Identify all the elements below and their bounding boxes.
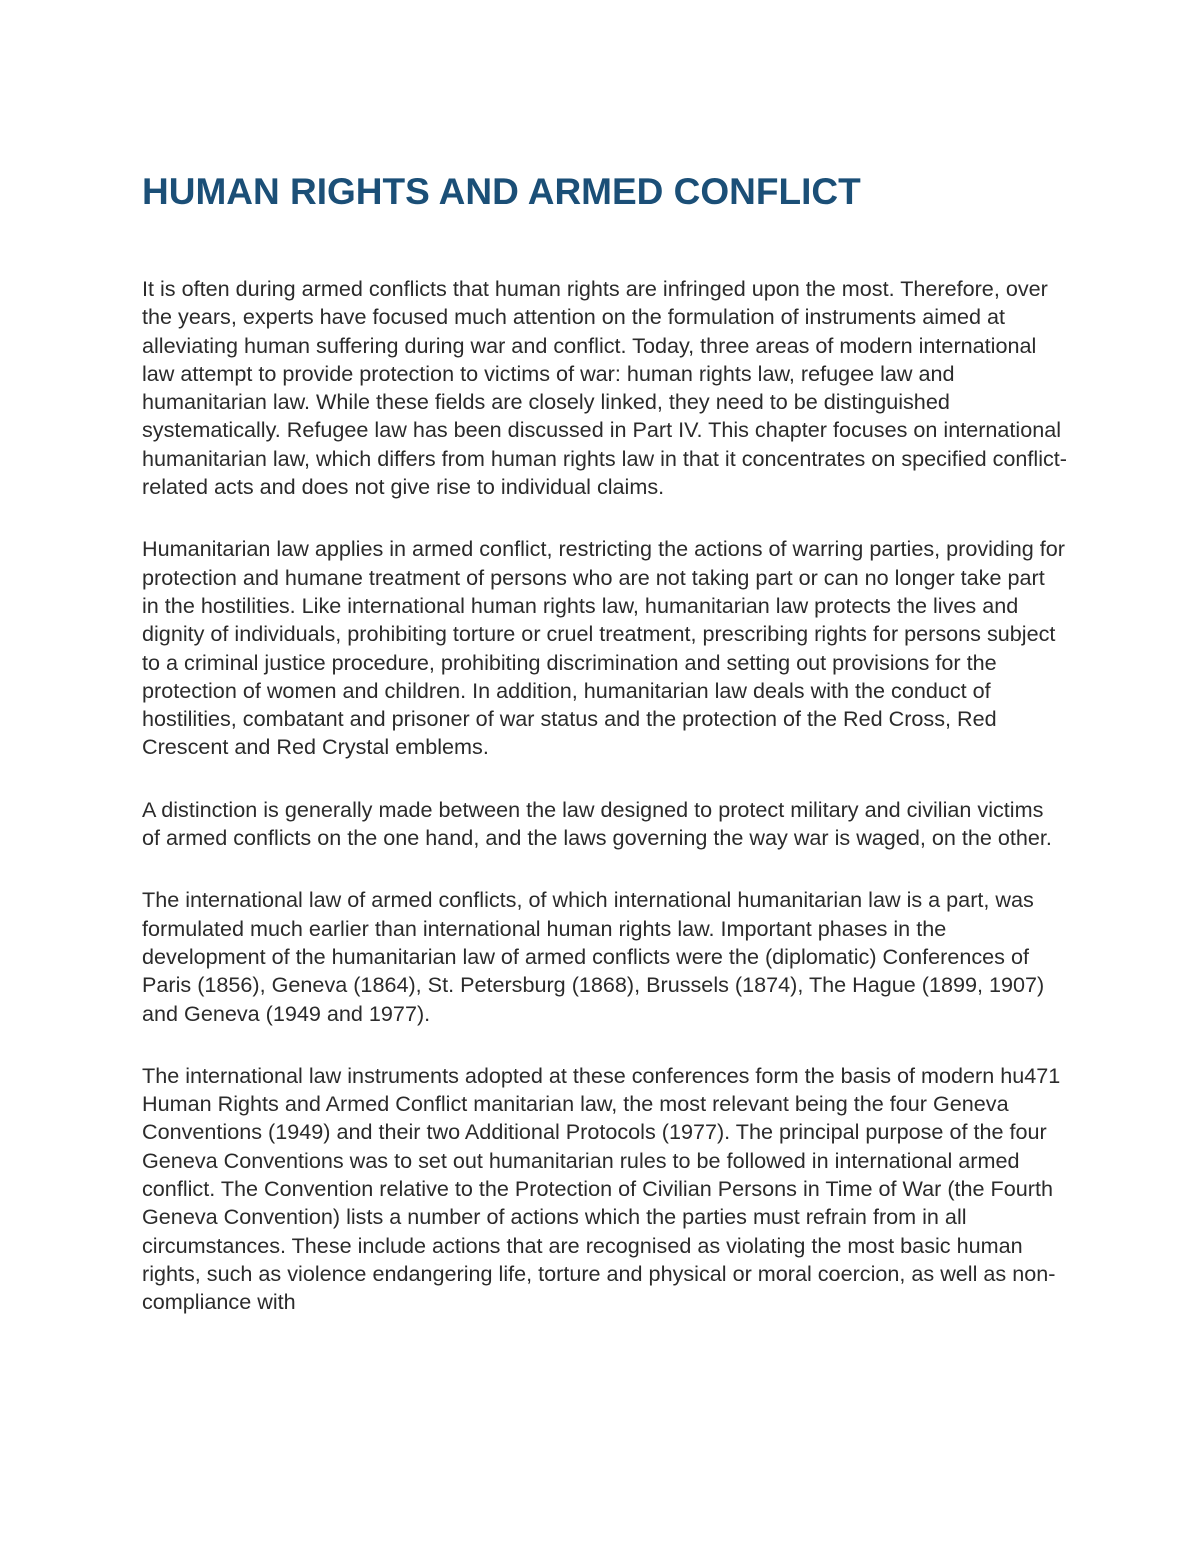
paragraph-intro: It is often during armed conflicts that human rights are infringed upon the most. Therefore, over the years, experts have focused much attention on the formulation of instruments aimed at alleviating human suffering during war and conflict. Today, three areas of modern international law attempt to provide protection to victims of war: human rights law, refugee law and humanitarian law. While these fields are closely linked, they need to be distinguished systematically. Refugee law has been discussed in Part IV. This chapter focuses on international humanitarian law, which differs from human rights law in that it concentrates on specified conflict-related acts and does not give rise to individual claims. — [142, 276, 1067, 500]
paragraph-geneva-conventions: The international law instruments adopted at these conferences form the basis of modern hu471 Human Rights and Armed Conflict manitarian law, the most relevant being the four Geneva Conventions (1949) and their two Additional Protocols (1977). The principal purpose of the four Geneva Conventions was to set out humanitarian rules to be followed in international armed conflict. The Convention relative to the Protection of Civilian Persons in Time of War (the Fourth Geneva Convention) lists a number of actions which the parties must refrain from in all circumstances. These include actions that are recognised as violating the most basic human rights, such as violence endangering life, torture and physical or moral coercion, as well as non-compliance with — [142, 1062, 1061, 1315]
paragraph-humanitarian-law: Humanitarian law applies in armed conflict, restricting the actions of warring parties, providing for protection and humane treatment of persons who are not taking part or can no longer take part in the hostilities. Like international human rights law, humanitarian law protects the lives and dignity of individuals, prohibiting torture or cruel treatment, prescribing rights for persons subject to a criminal justice procedure, prohibiting discrimination and setting out provisions for the protection of women and children. In addition, humanitarian law deals with the conduct of hostilities, combatant and prisoner of war status and the protection of the Red Cross, Red Crescent and Red Crystal emblems. — [142, 536, 1065, 760]
paragraph-history: The international law of armed conflicts, of which international humanitarian law is a part, was formulated much earlier than international human rights law. Important phases in the development of the humanitarian law of armed conflicts were the (diplomatic) Conferences of Paris (1856), Geneva (1864), St. Petersburg (1868), Brussels (1874), The Hague (1899, 1907) and Geneva (1949 and 1977). — [142, 887, 1045, 1026]
paragraph-distinction: A distinction is generally made between the law designed to protect military and civilian victims of armed conflicts on the one hand, and the laws governing the way war is waged, on the other. — [142, 796, 1052, 851]
document-body — [142, 275, 1067, 1317]
document-title: HUMAN RIGHTS AND ARMED CONFLICT — [142, 171, 861, 212]
